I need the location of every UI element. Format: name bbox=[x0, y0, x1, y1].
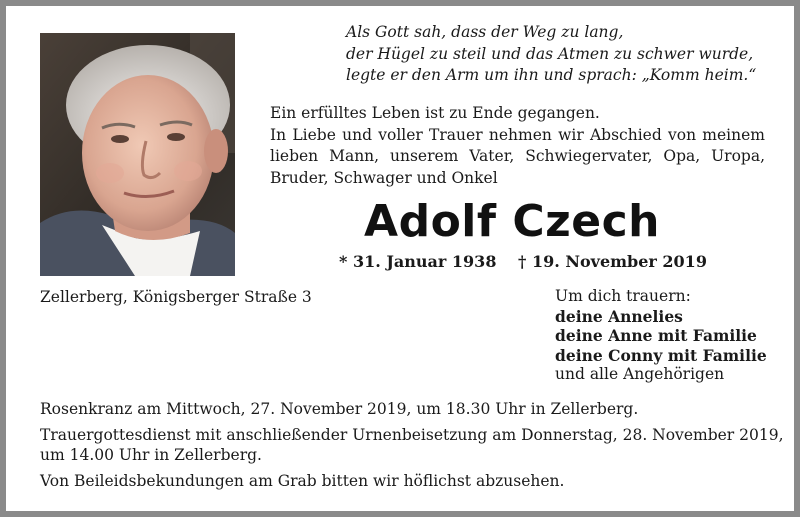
portrait-photo bbox=[40, 33, 235, 276]
deceased-name: Adolf Czech bbox=[364, 196, 660, 247]
mourner-name: deine Conny mit Familie bbox=[555, 345, 767, 365]
condolence-request: Von Beileidsbekundungen am Grab bitten wir höflichst abzusehen. bbox=[40, 471, 565, 490]
funeral-info-line: um 14.00 Uhr in Zellerberg. bbox=[40, 446, 262, 464]
funeral-info-line: Trauergottesdienst mit anschließender Urnenbeisetzung am Donnerstag, 28. November 2019, bbox=[40, 425, 784, 444]
mourners-list bbox=[555, 287, 767, 385]
mourner-name: deine Anne mit Familie bbox=[555, 326, 757, 345]
poem-quote bbox=[346, 22, 776, 87]
mourners-closing: und alle Angehörigen bbox=[555, 365, 725, 383]
home-address: Zellerberg, Königsberger Straße 3 bbox=[40, 288, 312, 306]
intro-text bbox=[270, 103, 765, 189]
poem-line: der Hügel zu steil und das Atmen zu schwer wurde, bbox=[346, 44, 754, 63]
intro-line: lieben Mann, unserem Vater, Schwiegervater, Opa, Uropa, bbox=[270, 147, 765, 165]
mourners-heading: Um dich trauern: bbox=[555, 287, 691, 305]
intro-line: Bruder, Schwager und Onkel bbox=[270, 168, 498, 187]
birth-date: * 31. Januar 1938 bbox=[339, 252, 497, 271]
mourner-name: deine Annelies bbox=[555, 306, 683, 326]
service-information bbox=[40, 399, 784, 491]
poem-line: legte er den Arm um ihn und sprach: „Komm heim.“ bbox=[346, 66, 757, 84]
poem-line: Als Gott sah, dass der Weg zu lang, bbox=[346, 23, 624, 41]
intro-line: In Liebe und voller Trauer nehmen wir Abschied von meinem bbox=[270, 125, 765, 144]
intro-line: Ein erfülltes Leben ist zu Ende gegangen. bbox=[270, 104, 600, 122]
rosary-info: Rosenkranz am Mittwoch, 27. November 2019, um 18.30 Uhr in Zellerberg. bbox=[40, 400, 639, 418]
death-date: † 19. November 2019 bbox=[518, 252, 707, 271]
